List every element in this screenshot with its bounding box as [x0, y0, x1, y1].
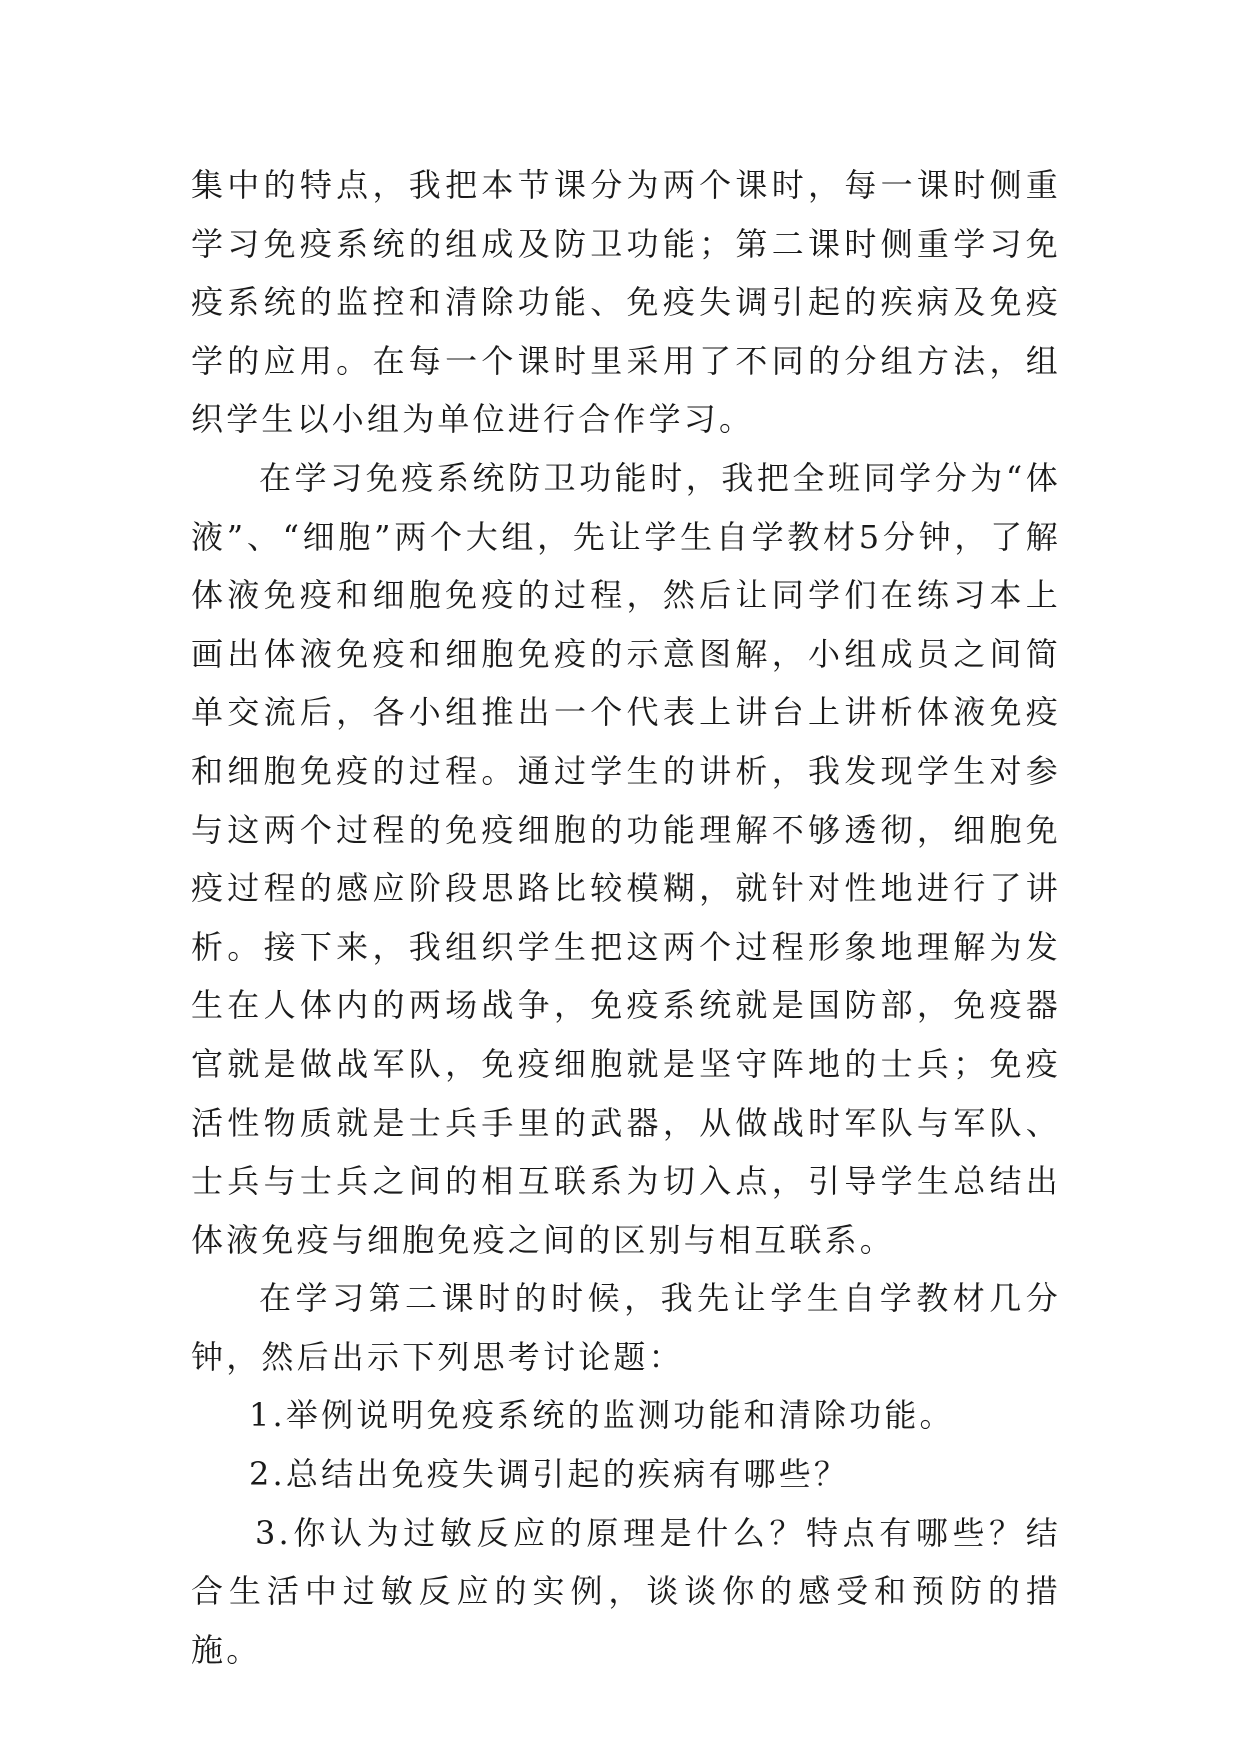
list-item-2: 2.总结出免疫失调引起的疾病有哪些？ — [249, 1455, 850, 1494]
paragraph-2: 在学习免疫系统防卫功能时，我把全班同学分为“体液”、“细胞”两个大组，先让学生自学教材5分钟，了解体液免疫和细胞免疫的过程，然后让同学们在练习本上画出体液免疫和细胞免疫的示意图解，小组成员之间简单交流后，各小组推出一个代表上讲台上讲析体液免疫和细胞免疫的过程。通过学生的讲析，我发现学生对参与这两个过程的免疫细胞的功能理解不够透彻，细胞免疫过程的感应阶段思路比较模糊，就针对性地进行了讲析。接下来，我组织学生把这两个过程形象地理解为发生在人体内的两场战争，免疫系统就是国防部，免疫器官就是做战军队，免疫细胞就是坚守阵地的士兵；免疫活性物质就是士兵手里的武器，从做战时军队与军队、士兵与士兵之间的相互联系为切入点，引导学生总结出体液免疫与细胞免疫之间的区别与相互联系。 — [191, 458, 1061, 1259]
list-item-1: 1.举例说明免疫系统的监测功能和清除功能。 — [249, 1396, 955, 1435]
paragraph-1: 集中的特点，我把本节课分为两个课时，每一课时侧重学习免疫系统的组成及防卫功能；第二课时侧重学习免疫系统的监控和清除功能、免疫失调引起的疾病及免疫学的应用。在每一个课时里采用了不同的分组方法，组织学生以小组为单位进行合作学习。 — [191, 166, 1061, 439]
list-item-3: 3.你认为过敏反应的原理是什么？特点有哪些？结合生活中过敏反应的实例，谈谈你的感受和预防的措施。 — [191, 1513, 1061, 1669]
document-body — [191, 156, 1061, 1679]
paragraph-3: 在学习第二课时的时候，我先让学生自学教材几分钟，然后出示下列思考讨论题： — [191, 1279, 1061, 1376]
